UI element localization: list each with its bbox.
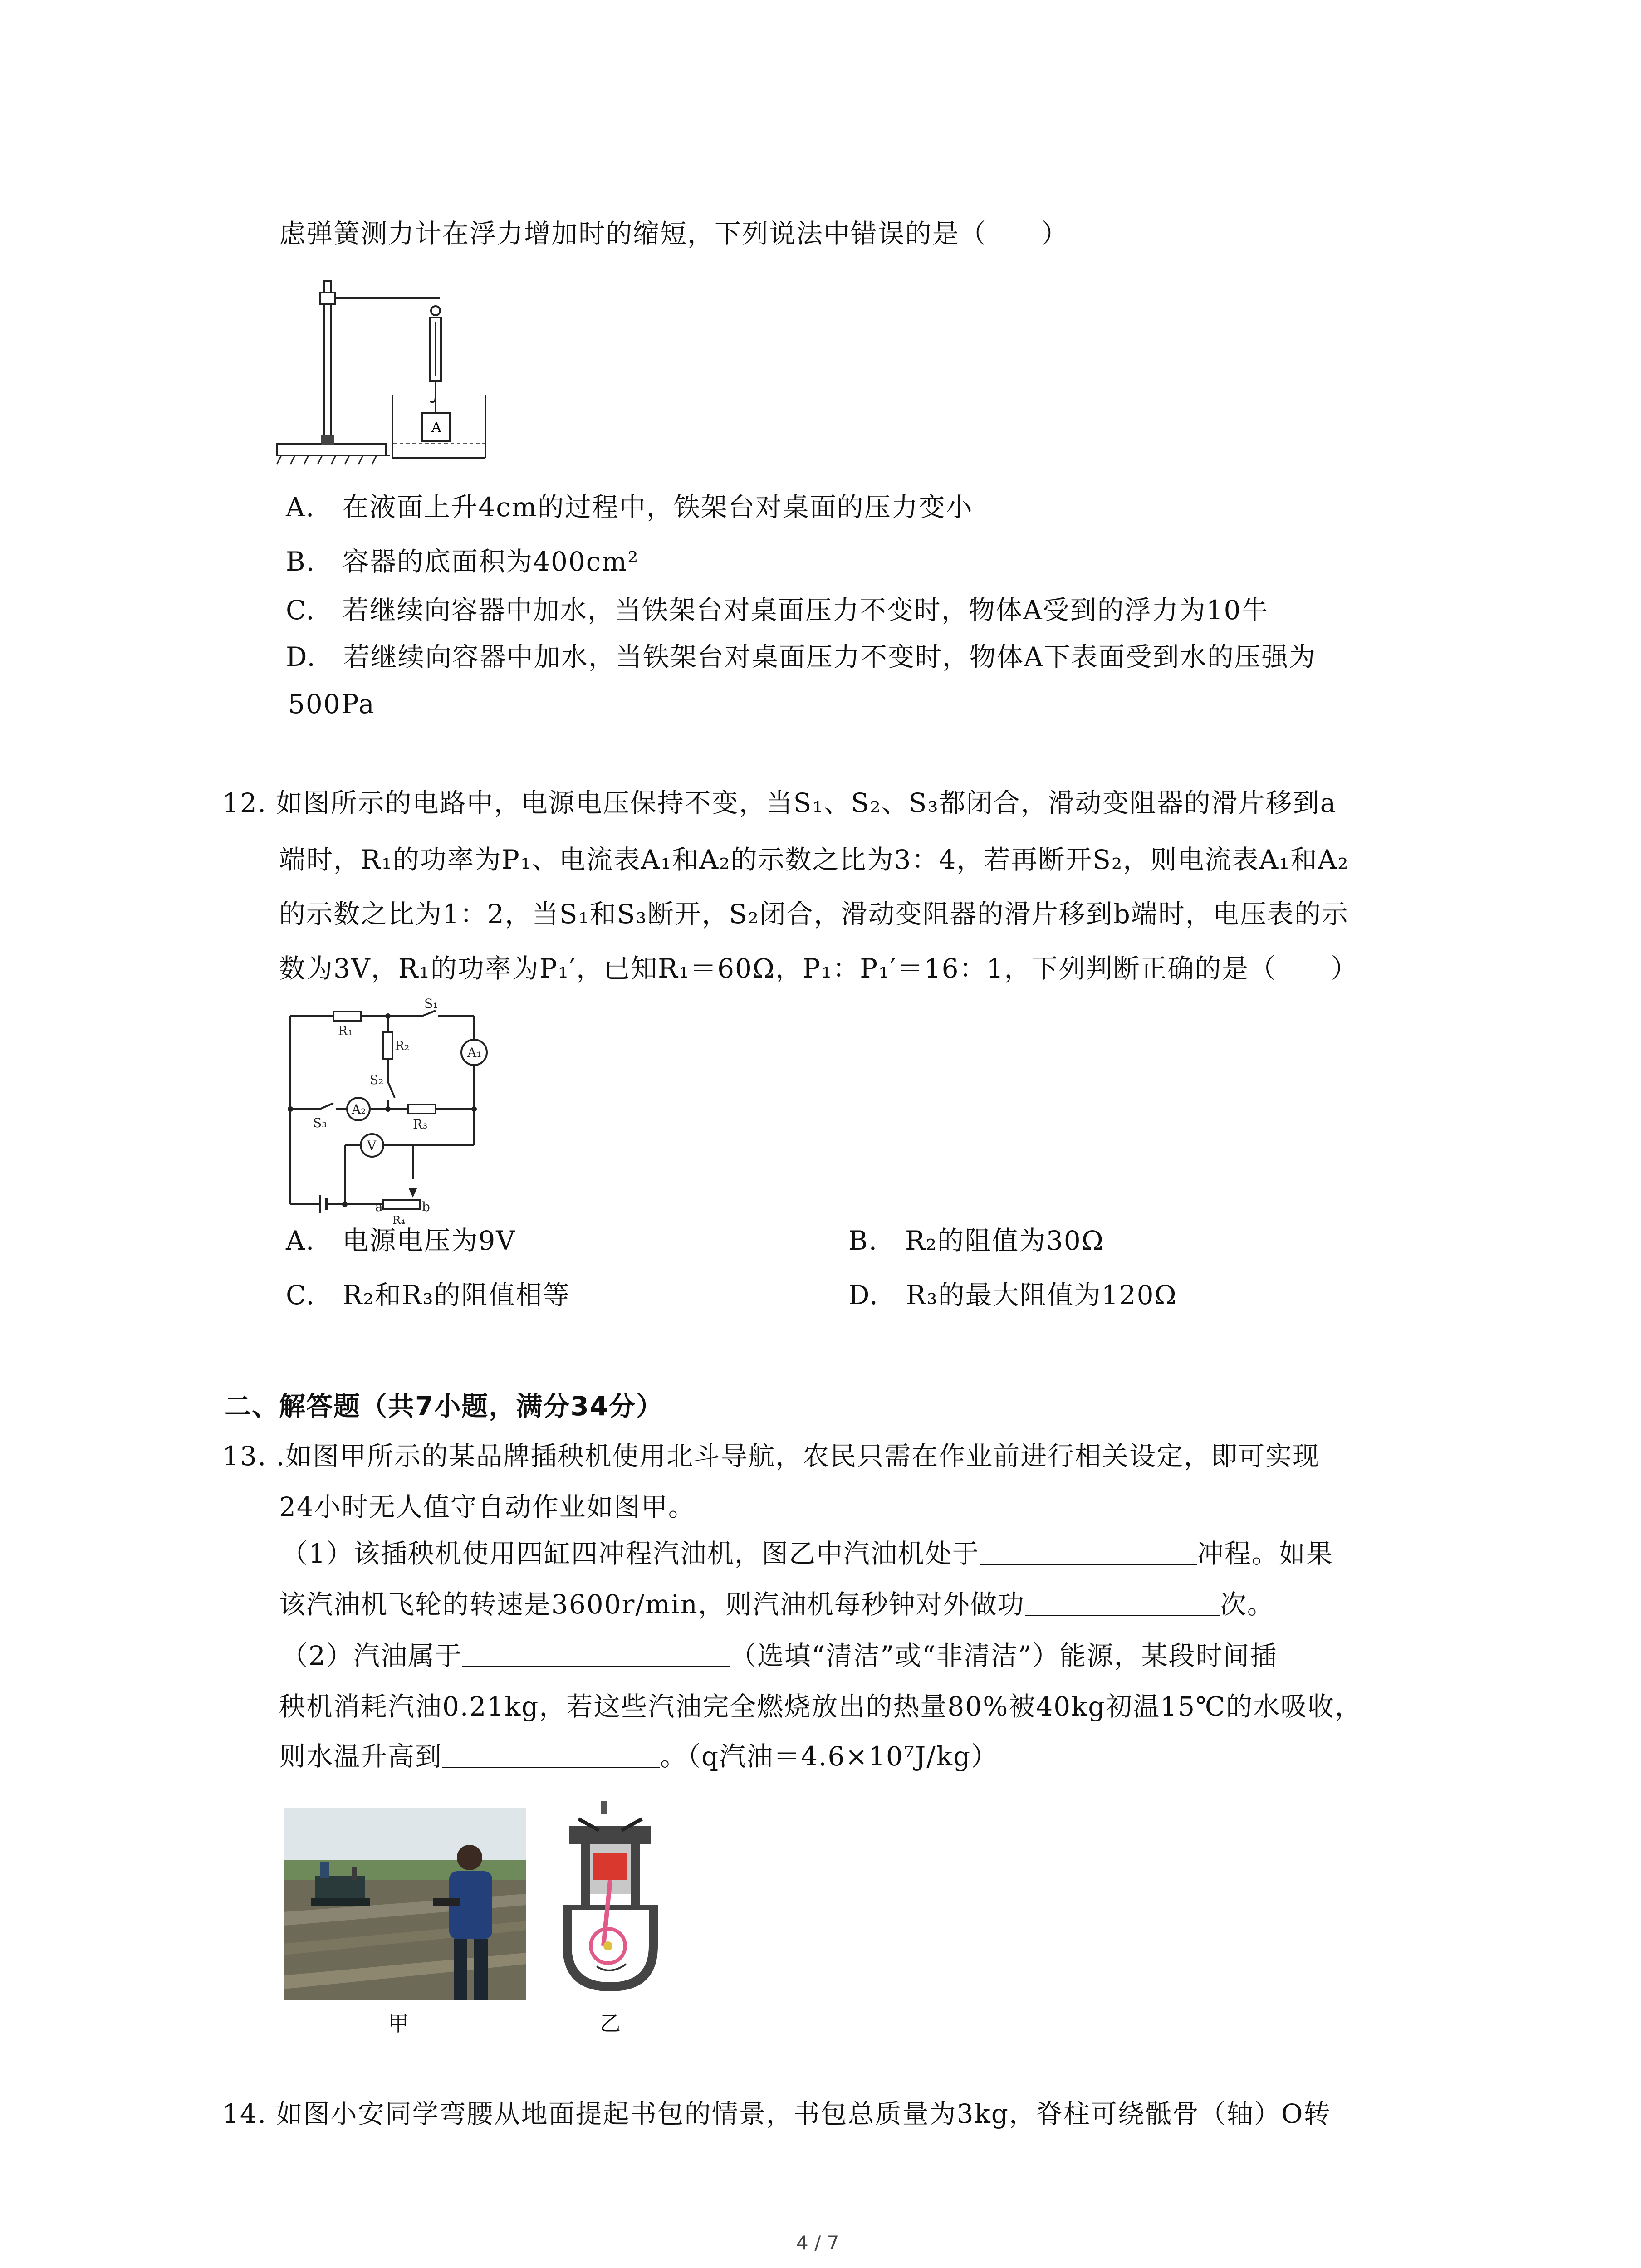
q11-option-b: B. 容器的底面积为400cm²: [286, 546, 639, 577]
rheostat-r4: [383, 1200, 420, 1209]
label-s2: S₂: [370, 1072, 384, 1087]
q12-option-d: D. R₃的最大阻值为120Ω: [848, 1280, 1177, 1310]
q12-option-b: B. R₂的阻值为30Ω: [848, 1225, 1104, 1256]
q11-figure-iron-stand-container: [277, 272, 490, 476]
q12-option-c: C. R₂和R₃的阻值相等: [286, 1280, 570, 1310]
label-s1: S₁: [424, 996, 438, 1011]
label-r3: R₃: [413, 1117, 428, 1132]
q12-stem-line2: 端时，R₁的功率为P₁、电流表A₁和A₂的示数之比为3：4，若再断开S₂，则电流表A₁和A₂: [279, 844, 1349, 875]
label-r4: R₄: [392, 1214, 405, 1227]
answer-blank-stroke[interactable]: [980, 1539, 1197, 1565]
label-b: b: [422, 1199, 430, 1214]
label-r1: R₁: [338, 1023, 353, 1038]
q11-option-c: C. 若继续向容器中加水，当铁架台对桌面压力不变时，物体A受到的浮力为10牛: [286, 595, 1269, 626]
q13-part2-row3: 则水温升高到 。（q汽油＝4.6×10⁷J/kg）: [279, 1741, 999, 1772]
q12-circuit-diagram: [284, 996, 497, 1227]
q11-option-d-line1: D. 若继续向容器中加水，当铁架台对桌面压力不变时，物体A下表面受到水的压强为: [286, 641, 1316, 672]
label-r2: R₂: [395, 1038, 410, 1053]
caption-yi: 乙: [600, 2011, 621, 2036]
q13-photo-rice-transplanter: [284, 1808, 526, 2000]
q11-figure-label: A: [431, 420, 441, 435]
resistor-r3: [408, 1105, 436, 1114]
q11-stem-tail: 虑弹簧测力计在浮力增加时的缩短，下列说法中错误的是（ ）: [279, 218, 1069, 249]
q13-engine-diagram: [558, 1801, 662, 2000]
q13-line2: 24小时无人值守自动作业如图甲。: [279, 1491, 696, 1522]
page-number: 4 / 7: [796, 2232, 839, 2254]
label-a1: A₁: [467, 1045, 482, 1060]
label-v: V: [367, 1138, 377, 1153]
answer-blank-work-times[interactable]: [1025, 1589, 1220, 1616]
resistor-r1: [333, 1012, 361, 1021]
caption-jia: 甲: [388, 2011, 409, 2036]
label-a2: A₂: [352, 1102, 366, 1117]
resistor-r2: [383, 1032, 392, 1059]
answer-blank-water-temp[interactable]: [442, 1741, 660, 1768]
q14-line1: 14. 如图小安同学弯腰从地面提起书包的情景，书包总质量为3kg，脊柱可绕骶骨（轴）O转: [222, 2098, 1331, 2129]
q13-part1-row1: （1）该插秧机使用四缸四冲程汽油机，图乙中汽油机处于 冲程。如果: [281, 1538, 1333, 1569]
q13-part1-row2: 该汽油机飞轮的转速是3600r/min，则汽油机每秒钟对外做功 次。: [279, 1589, 1274, 1620]
label-s3: S₃: [313, 1115, 327, 1130]
q12-stem-line1: 12. 如图所示的电路中，电源电压保持不变，当S₁、S₂、S₃都闭合，滑动变阻器的滑片移到a: [222, 787, 1337, 818]
q11-option-d-line2: 500Pa: [288, 689, 375, 719]
label-a: a: [375, 1199, 383, 1214]
answer-blank-energy-type[interactable]: [462, 1641, 730, 1667]
q11-option-a: A. 在液面上升4cm的过程中，铁架台对桌面的压力变小: [286, 492, 973, 523]
q12-option-a: A. 电源电压为9V: [286, 1225, 516, 1256]
q12-stem-line3: 的示数之比为1：2，当S₁和S₃断开，S₂闭合，滑动变阻器的滑片移到b端时，电压表的示: [279, 899, 1349, 929]
q13-line1: 13. .如图甲所示的某品牌插秧机使用北斗导航，农民只需在作业前进行相关设定，即可实现: [222, 1441, 1320, 1471]
q13-part2-row1: （2）汽油属于 （选填“清洁”或“非清洁”）能源，某段时间插: [281, 1640, 1278, 1671]
section-title: 二、解答题（共7小题，满分34分）: [225, 1391, 664, 1422]
q13-part2-row2: 秧机消耗汽油0.21kg，若这些汽油完全燃烧放出的热量80%被40kg初温15℃的水吸收，: [279, 1691, 1362, 1722]
q12-stem-line4: 数为3V，R₁的功率为P₁′，已知R₁＝60Ω，P₁：P₁′＝16：1，下列判断正确的是（ ）: [279, 953, 1358, 984]
